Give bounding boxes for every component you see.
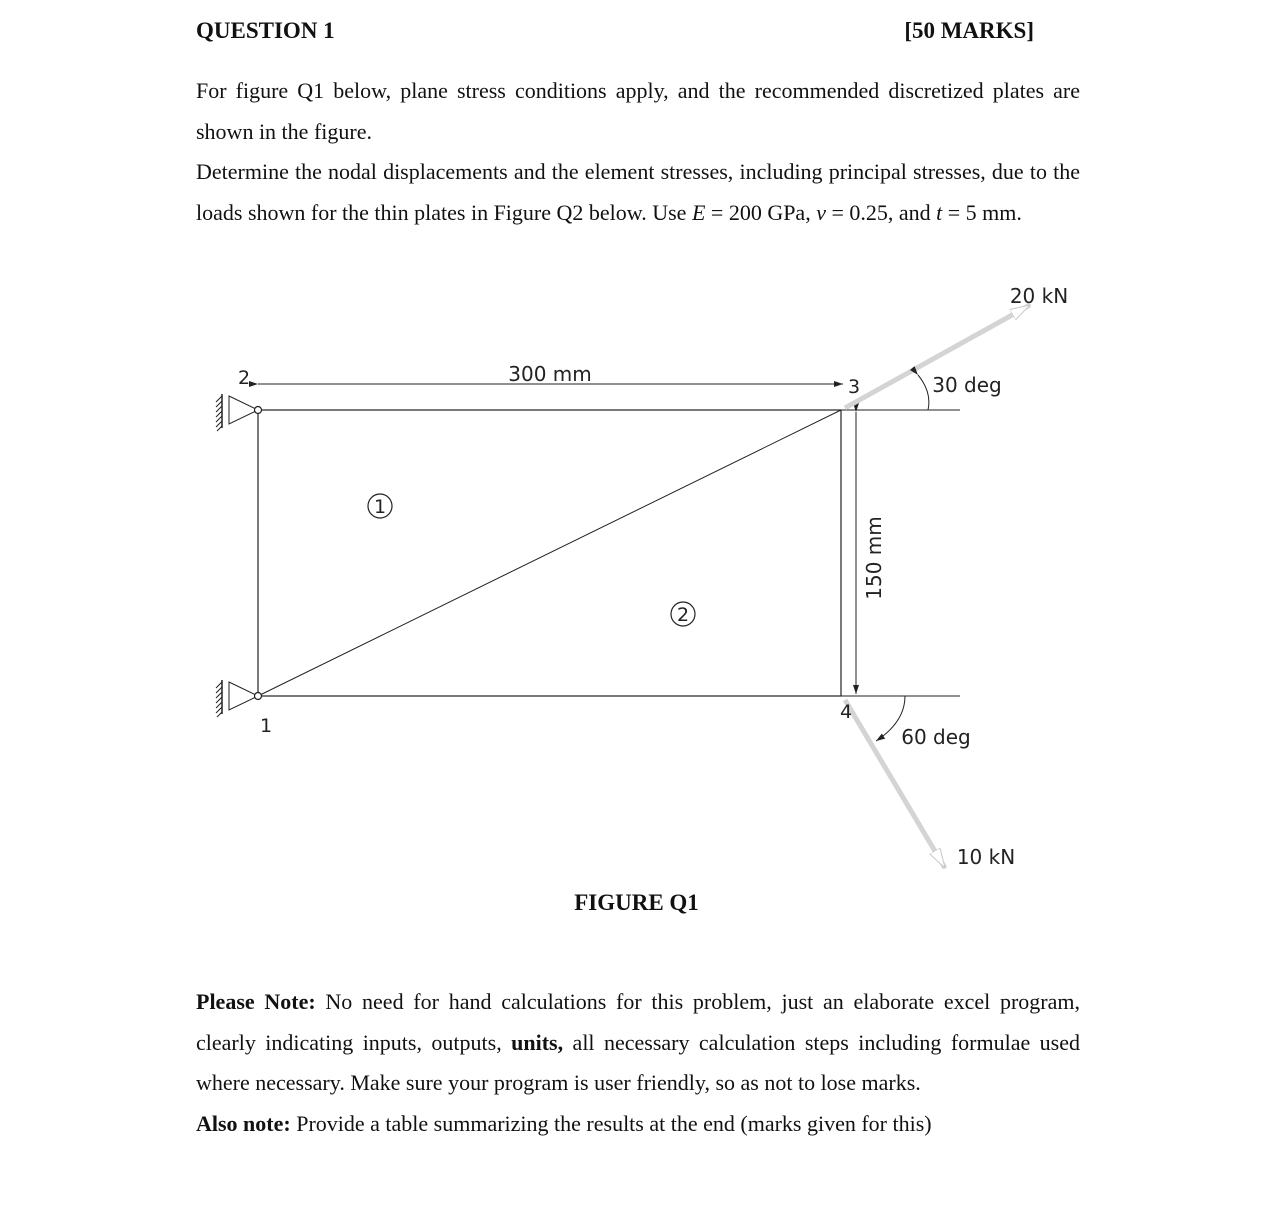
node-1-label: 1 (259, 715, 273, 737)
e-value: = 200 GPa, (705, 199, 817, 225)
element-2-label: 2 (676, 604, 690, 626)
angle-30-label: 30 deg (932, 373, 1002, 397)
intro-paragraph: For figure Q1 below, plane stress conditions apply, and the recommended discretized plates are shown in the figure. (196, 78, 1080, 144)
also-note-label: Also note: (196, 1111, 291, 1136)
please-note-paragraph (196, 982, 1080, 1104)
marks-label: [50 MARKS] (904, 18, 1034, 43)
load-20kn-label: 20 kN (1009, 284, 1069, 308)
figure-caption: FIGURE Q1 (574, 890, 699, 915)
node-2-label: 2 (237, 367, 251, 389)
please-note-text-a: No need for hand calculations for this problem, just an elaborate excel program, clearly indicating inputs, outputs, (196, 989, 1080, 1055)
node-4-label: 4 (839, 701, 853, 723)
t-symbol: t (936, 199, 943, 225)
element-1-label: 1 (373, 496, 387, 518)
also-note-text: Provide a table summarizing the results at the end (marks given for this) (290, 1111, 932, 1136)
please-note-text-b: all necessary calculation steps including formulae used where necessary. Make sure your program is user friendly, so as not to lose marks. (196, 1029, 1080, 1096)
width-label: 300 mm (508, 362, 592, 386)
task-text: Determine the nodal displacements and the element stresses, including principal stresses, due to the loads shown for the thin plates in Figure Q2 below. Use (196, 159, 1080, 225)
pin-support-node-2 (216, 394, 262, 431)
height-label: 150 mm (862, 516, 886, 600)
angle-arc-30 (918, 375, 929, 410)
node-3-label: 3 (847, 376, 861, 398)
element-divider (258, 410, 841, 696)
angle-60-label: 60 deg (901, 725, 971, 749)
nu-value: = 0.25, and (825, 199, 937, 225)
please-note-label: Please Note: (196, 989, 316, 1014)
e-symbol: E (691, 199, 706, 225)
pin-support-node-1 (216, 680, 262, 717)
question-title: QUESTION 1 (196, 18, 335, 43)
nu-symbol: ν (816, 199, 826, 225)
load-10kn-label: 10 kN (956, 845, 1016, 869)
units-emphasis: units, (511, 1029, 564, 1055)
t-value: = 5 mm. (942, 199, 1022, 225)
also-note-paragraph (196, 1104, 1080, 1145)
